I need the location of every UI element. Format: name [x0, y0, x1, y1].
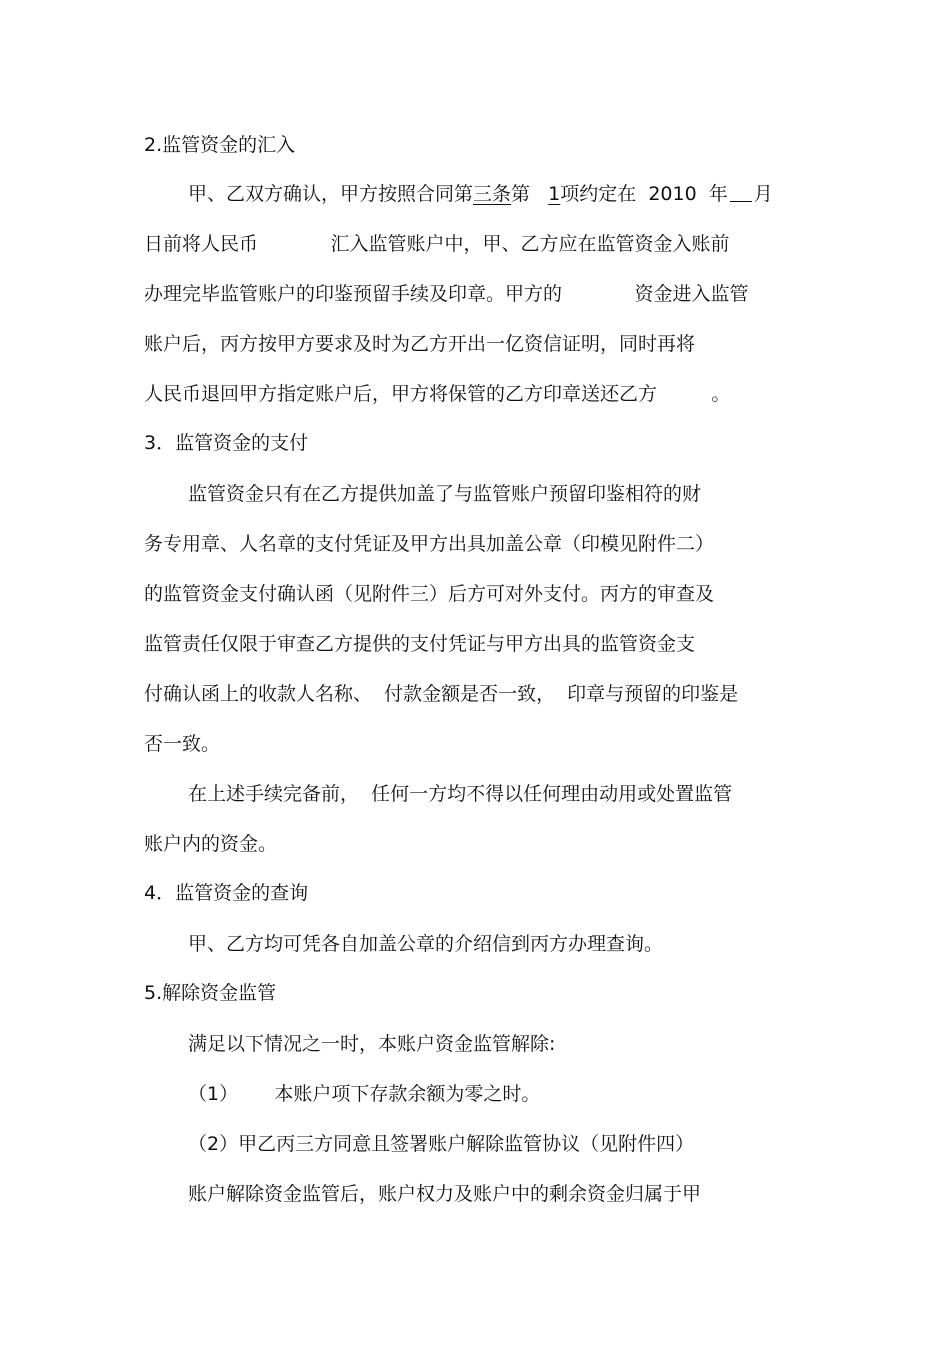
month-blank: [730, 183, 752, 202]
section-2-line-5: 人民币退回甲方指定账户后，甲方将保管的乙方印章送还乙方 。: [144, 383, 731, 405]
section-3-line-2: 务专用章、人名章的支付凭证及甲方出具加盖公章（印模见附件二）: [144, 533, 715, 555]
section-2-line-3: 办理完毕监管账户的印鉴预留手续及印章。甲方的 资金进入监管: [144, 283, 749, 305]
clause-number: 三条: [473, 183, 512, 205]
section-5-item-2: （2）甲乙丙三方同意且签署账户解除监管协议（见附件四）: [188, 1133, 695, 1155]
section-5-heading: 5.解除资金监管: [144, 982, 277, 1004]
section-3-heading: 3．监管资金的支付: [144, 432, 309, 454]
section-2-line-4: 账户后，丙方按甲方要求及时为乙方开出一亿资信证明，同时再将: [144, 333, 696, 355]
section-5-line-4: 账户解除资金监管后，账户权力及账户中的剩余资金归属于甲: [188, 1183, 702, 1205]
section-2-heading: 2.监管资金的汇入: [144, 134, 296, 156]
section-4-heading: 4．监管资金的查询: [144, 882, 309, 904]
item-number: 1: [548, 183, 561, 205]
section-3-line-1: 监管资金只有在乙方提供加盖了与监管账户预留印鉴相符的财: [188, 483, 702, 505]
section-4-line-1: 甲、乙方均可凭各自加盖公章的介绍信到丙方办理查询。: [188, 933, 664, 955]
section-5-item-1: （1） 本账户项下存款余额为零之时。: [188, 1083, 541, 1105]
section-2-line-1: 甲、乙双方确认，甲方按照合同第三条第 1项约定在 2010 年 月: [188, 183, 773, 205]
section-3-line-4: 监管责任仅限于审查乙方提供的支付凭证与甲方出具的监管资金支: [144, 633, 696, 655]
section-3-line-3: 的监管资金支付确认函（见附件三）后方可对外支付。丙方的审查及: [144, 583, 715, 605]
section-3-line-6: 否一致。: [144, 733, 221, 755]
section-5-line-1: 满足以下情况之一时，本账户资金监管解除:: [188, 1033, 556, 1055]
section-3-line-5: 付确认函上的收款人名称、 付款金额是否一致， 印章与预留的印鉴是: [144, 683, 739, 705]
section-3-line-8: 账户内的资金。: [144, 833, 278, 855]
section-2-line-2: 日前将人民币 汇入监管账户中，甲、乙方应在监管资金入账前: [144, 233, 730, 255]
section-3-line-7: 在上述手续完备前， 任何一方均不得以任何理由动用或处置监管: [188, 783, 733, 805]
